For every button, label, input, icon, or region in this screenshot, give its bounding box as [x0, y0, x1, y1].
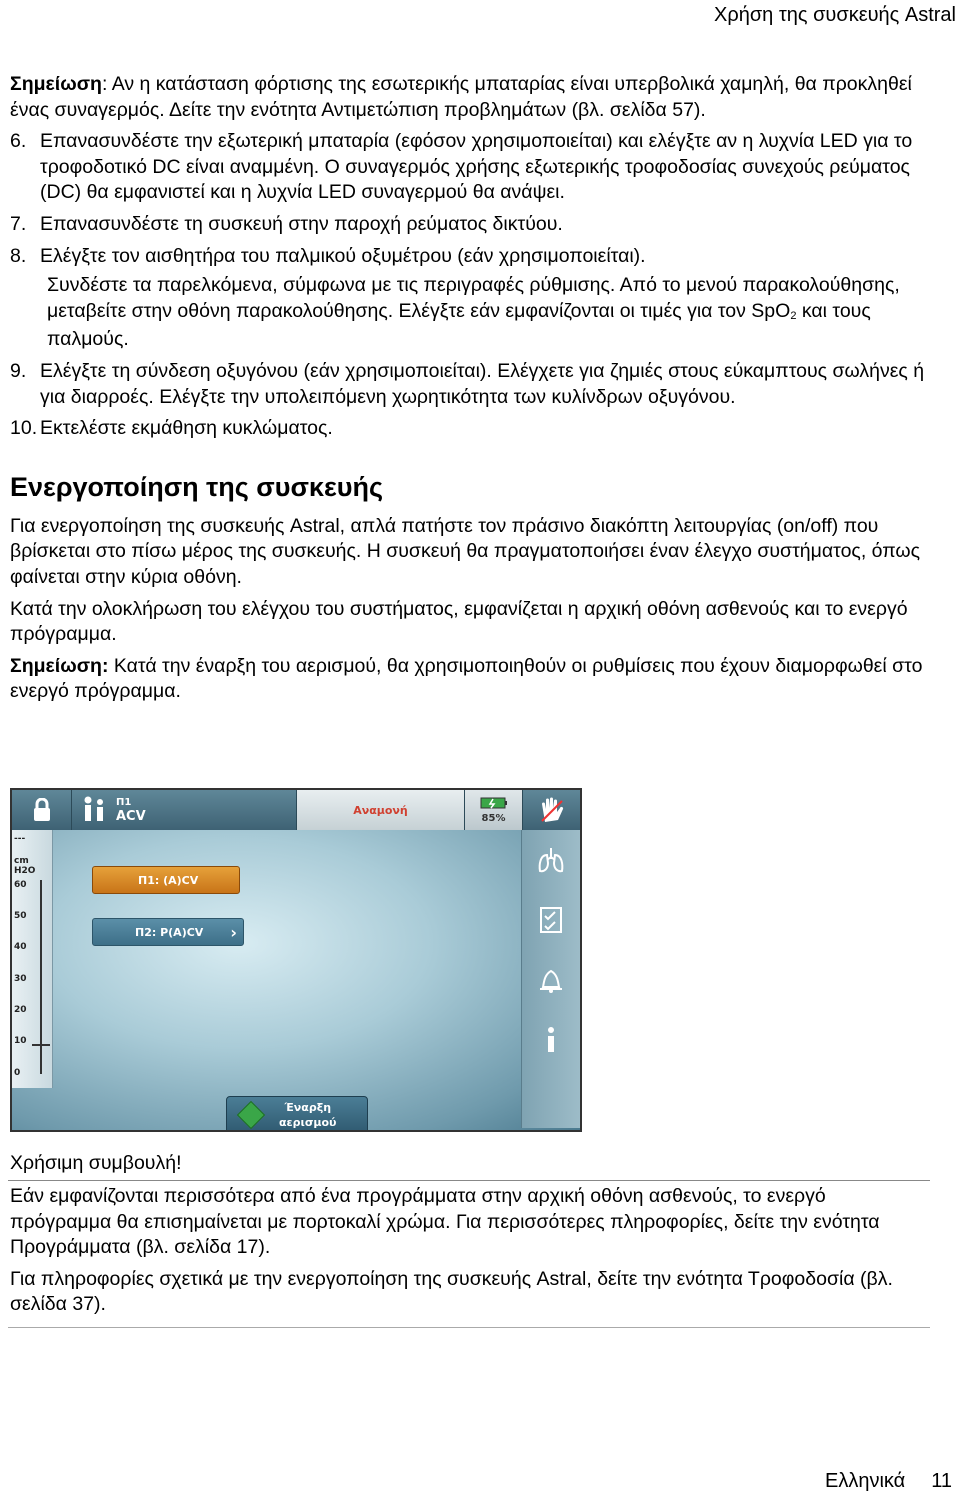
bell-icon[interactable]	[526, 950, 576, 1010]
start-diamond-icon	[237, 1101, 265, 1129]
item-text: Εκτελέστε εκμάθηση κυκλώματος.	[40, 417, 333, 440]
item-number: 6.	[10, 130, 27, 153]
mode-display	[72, 790, 297, 830]
page-number: 11	[931, 1470, 952, 1492]
item-text: Ελέγξτε τον αισθητήρα του παλμικού οξυμέτρου (εάν χρησιμοποιείται).	[40, 244, 646, 267]
lungs-icon[interactable]	[526, 830, 576, 890]
gauge-tick: 60	[14, 880, 27, 890]
pressure-gauge	[12, 830, 53, 1088]
gauge-top-label: ---	[14, 834, 26, 844]
gauge-tick: 10	[14, 1036, 27, 1046]
gauge-marker	[32, 1044, 50, 1046]
running-header: Χρήση της συσκευής Astral	[713, 4, 956, 26]
tip-divider-bottom	[8, 1327, 930, 1328]
battery-icon	[480, 796, 508, 813]
chevron-right-icon: ›	[230, 923, 237, 942]
note-label: Σημείωση	[10, 73, 102, 95]
tip-paragraph: Εάν εμφανίζονται περισσότερα από ένα προγράμματα στην αρχική οθόνη ασθενούς, το ενεργό πρόγραμμα θα επισημαίνεται με πορτοκαλί χρώμα. Για περισσότερες πληροφορίες, δείτε την ενότητα Προγράμματα (βλ. σελίδα 17).	[10, 1185, 880, 1259]
item-text: Επανασυνδέστε την εξωτερική μπαταρία (εφόσον χρησιμοποιείται) και ελέγξτε αν η λυχνία LED για το τροφοδοτικό DC είναι αναμμένη. Ο συναγερμός χρήσης εξωτερικής τροφοδοσίας συνεχούς ρεύματος (DC) θα εμφανιστεί και η λυχνία LED συναγερμού θα ανάψει.	[40, 130, 913, 204]
page-footer	[825, 1470, 952, 1493]
item-text: Ελέγξτε τη σύνδεση οξυγόνου (εάν χρησιμοποιείται). Ελέγχετε για ζημιές στους εύκαμπτους σωλήνες ή για διαρροές. Ελέγξτε την υπολειπόμενη χωρητικότητα των κυλίνδρων οξυγόνου.	[40, 359, 925, 408]
program-label: Π2: P(A)CV	[135, 925, 204, 939]
alarm-pause-hand-icon	[523, 790, 580, 830]
note-paragraph	[10, 654, 940, 705]
item-text: Επανασυνδέστε τη συσκευή στην παροχή ρεύματος δικτύου.	[40, 212, 563, 235]
item-number: 7.	[10, 212, 27, 235]
list-item	[10, 212, 940, 238]
section-paragraph: Κατά την ολοκλήρωση του ελέγχου του συστήματος, εμφανίζεται η αρχική οθόνη ασθενούς και το ενεργό πρόγραμμα.	[10, 597, 908, 646]
battery-indicator	[465, 790, 523, 830]
item-number: 10.	[10, 417, 38, 440]
step8-text-a: Συνδέστε τα παρελκόμενα, σύμφωνα με τις περιγραφές ρύθμισης. Από το μενού παρακολούθησης, μεταβείτε στην οθόνη παρακολούθησης. Ελέγξτε εάν εμφανίζονται οι τιμές για τον SpO	[47, 274, 900, 322]
device-screen-image	[10, 788, 582, 1132]
menu-sidebar	[521, 830, 580, 1128]
note-text: Κατά την έναρξη του αερισμού, θα χρησιμοποιηθούν οι ρυθμίσεις που έχουν διαμορφωθεί στο ενεργό πρόγραμμα.	[10, 654, 923, 703]
program-button-1[interactable]	[92, 866, 240, 894]
gauge-tick: 0	[14, 1068, 21, 1078]
tip-box	[10, 1184, 930, 1324]
footer-language: Ελληνικά	[825, 1470, 906, 1492]
subscript: 2	[790, 309, 797, 322]
note-label: Σημείωση:	[10, 654, 109, 677]
gauge-tick: 50	[14, 911, 27, 921]
start-label-line2: αερισμού	[279, 1116, 337, 1129]
status-badge: Αναμονή	[297, 790, 465, 830]
tip-title: Χρήσιμη συμβουλή!	[10, 1152, 182, 1174]
patient-icon	[80, 795, 110, 826]
gauge-tick: 20	[14, 1005, 27, 1015]
program-label: Π1: (A)CV	[138, 873, 199, 887]
tip-paragraph: Για πληροφορίες σχετικά με την ενεργοποίηση της συσκευής Astral, δείτε την ενότητα Τροφοδοσία (βλ. σελίδα 37).	[10, 1267, 893, 1316]
gauge-tick: 40	[14, 942, 27, 952]
checklist-icon[interactable]	[526, 890, 576, 950]
list-item	[10, 416, 940, 442]
program-button-2[interactable]	[92, 918, 244, 946]
note-text: : Αν η κατάσταση φόρτισης της εσωτερικής μπαταρίας είναι υπερβολικά χαμηλή, θα προκληθεί ένας συναγερμός. Δείτε την ενότητα Αντιμετώπιση προβλημάτων (βλ. σελίδα 57).	[10, 73, 912, 121]
note-paragraph	[10, 72, 940, 123]
list-item	[10, 359, 940, 410]
lock-icon	[12, 790, 72, 830]
section-paragraph: Για ενεργοποίηση της συσκευής Astral, απλά πατήστε τον πράσινο διακόπτη λειτουργίας (on/off) που βρίσκεται στο πίσω μέρος της συσκευής. Η συσκευή θα πραγματοποιήσει έναν έλεγχο συστήματος, όπως φαίνεται στην κύρια οθόνη.	[10, 514, 921, 588]
item-number: 9.	[10, 359, 27, 382]
item-number: 8.	[10, 244, 27, 267]
start-label-line1: Έναρξη	[284, 1101, 332, 1114]
gauge-unit: cm H2O	[14, 856, 36, 876]
device-top-bar	[12, 790, 580, 830]
tip-divider	[8, 1180, 930, 1181]
main-content	[10, 72, 940, 711]
list-item	[10, 244, 940, 270]
step8-text-b: και τους παλμούς.	[47, 299, 871, 351]
step8-detail	[10, 273, 940, 353]
section-heading: Ενεργοποίηση της συσκευής	[10, 471, 384, 502]
ventilation-mode: ACV	[116, 809, 146, 824]
start-ventilation-button[interactable]	[226, 1096, 368, 1132]
program-tag: Π1	[116, 797, 132, 808]
info-icon[interactable]	[526, 1010, 576, 1070]
battery-level: 85%	[481, 813, 506, 824]
list-item	[10, 129, 940, 206]
gauge-tick: 30	[14, 974, 27, 984]
